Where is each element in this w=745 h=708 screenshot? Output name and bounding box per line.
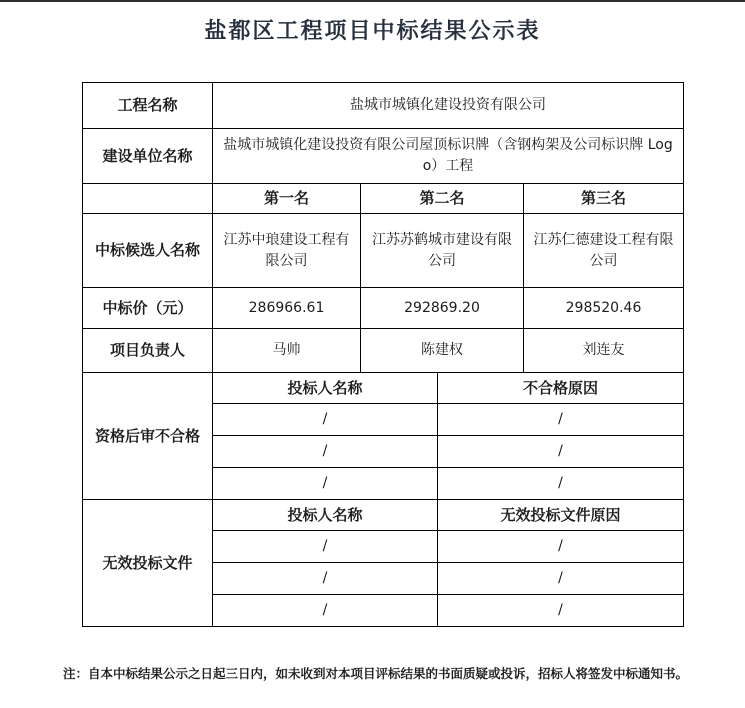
disqualified-reason-cell: / (438, 468, 684, 500)
bid-price-second: 292869.20 (361, 288, 524, 329)
rank-header-third: 第三名 (524, 184, 684, 214)
disqualified-header-row (83, 373, 684, 404)
project-name-value: 盐城市城镇化建设投资有限公司 (213, 83, 684, 129)
top-border-line (0, 0, 745, 2)
rank-header-row (83, 184, 684, 214)
construction-unit-label: 建设单位名称 (83, 129, 213, 184)
disqualified-reason-cell: / (438, 404, 684, 436)
invalid-bids-reason-cell: / (438, 595, 684, 627)
construction-unit-value: 盐城市城镇化建设投资有限公司屋顶标识牌（含钢构架及公司标识牌 Logo）工程 (213, 129, 684, 184)
candidates-row (83, 214, 684, 288)
invalid-bids-section-label: 无效投标文件 (83, 500, 213, 627)
disqualified-bidder-cell: / (213, 404, 438, 436)
candidate-first: 江苏中琅建设工程有限公司 (213, 214, 361, 288)
invalid-bids-reason-cell: / (438, 563, 684, 595)
disqualified-section-label: 资格后审不合格 (83, 373, 213, 500)
project-leader-row (83, 329, 684, 373)
invalid-bids-reason-header: 无效投标文件原因 (438, 500, 684, 531)
bid-price-first: 286966.61 (213, 288, 361, 329)
bid-price-row (83, 288, 684, 329)
project-leader-third: 刘连友 (524, 329, 684, 373)
candidates-label: 中标候选人名称 (83, 214, 213, 288)
construction-unit-row (83, 129, 684, 184)
disqualified-bidder-header: 投标人名称 (213, 373, 438, 404)
empty-corner-cell (83, 184, 213, 214)
candidate-second: 江苏苏鹤城市建设有限公司 (361, 214, 524, 288)
disqualified-reason-cell: / (438, 436, 684, 468)
invalid-bids-bidder-cell: / (213, 531, 438, 563)
invalid-bids-reason-cell: / (438, 531, 684, 563)
invalid-bids-bidder-cell: / (213, 595, 438, 627)
footer-note: 注：自本中标结果公示之日起三日内，如未收到对本项目评标结果的书面质疑或投诉，招标人将签发中标通知书。 (63, 666, 689, 681)
bid-result-table (82, 82, 684, 627)
disqualified-bidder-cell: / (213, 468, 438, 500)
page-title: 盐都区工程项目中标结果公示表 (204, 19, 541, 44)
invalid-bids-bidder-cell: / (213, 563, 438, 595)
disqualified-reason-header: 不合格原因 (438, 373, 684, 404)
rank-header-first: 第一名 (213, 184, 361, 214)
project-leader-label: 项目负责人 (83, 329, 213, 373)
project-name-row (83, 83, 684, 129)
project-leader-second: 陈建权 (361, 329, 524, 373)
project-leader-first: 马帅 (213, 329, 361, 373)
disqualified-bidder-cell: / (213, 436, 438, 468)
invalid-bids-bidder-header: 投标人名称 (213, 500, 438, 531)
project-name-label: 工程名称 (83, 83, 213, 129)
bid-price-third: 298520.46 (524, 288, 684, 329)
invalid-bids-header-row (83, 500, 684, 531)
bid-price-label: 中标价（元） (83, 288, 213, 329)
rank-header-second: 第二名 (361, 184, 524, 214)
candidate-third: 江苏仁德建设工程有限公司 (524, 214, 684, 288)
